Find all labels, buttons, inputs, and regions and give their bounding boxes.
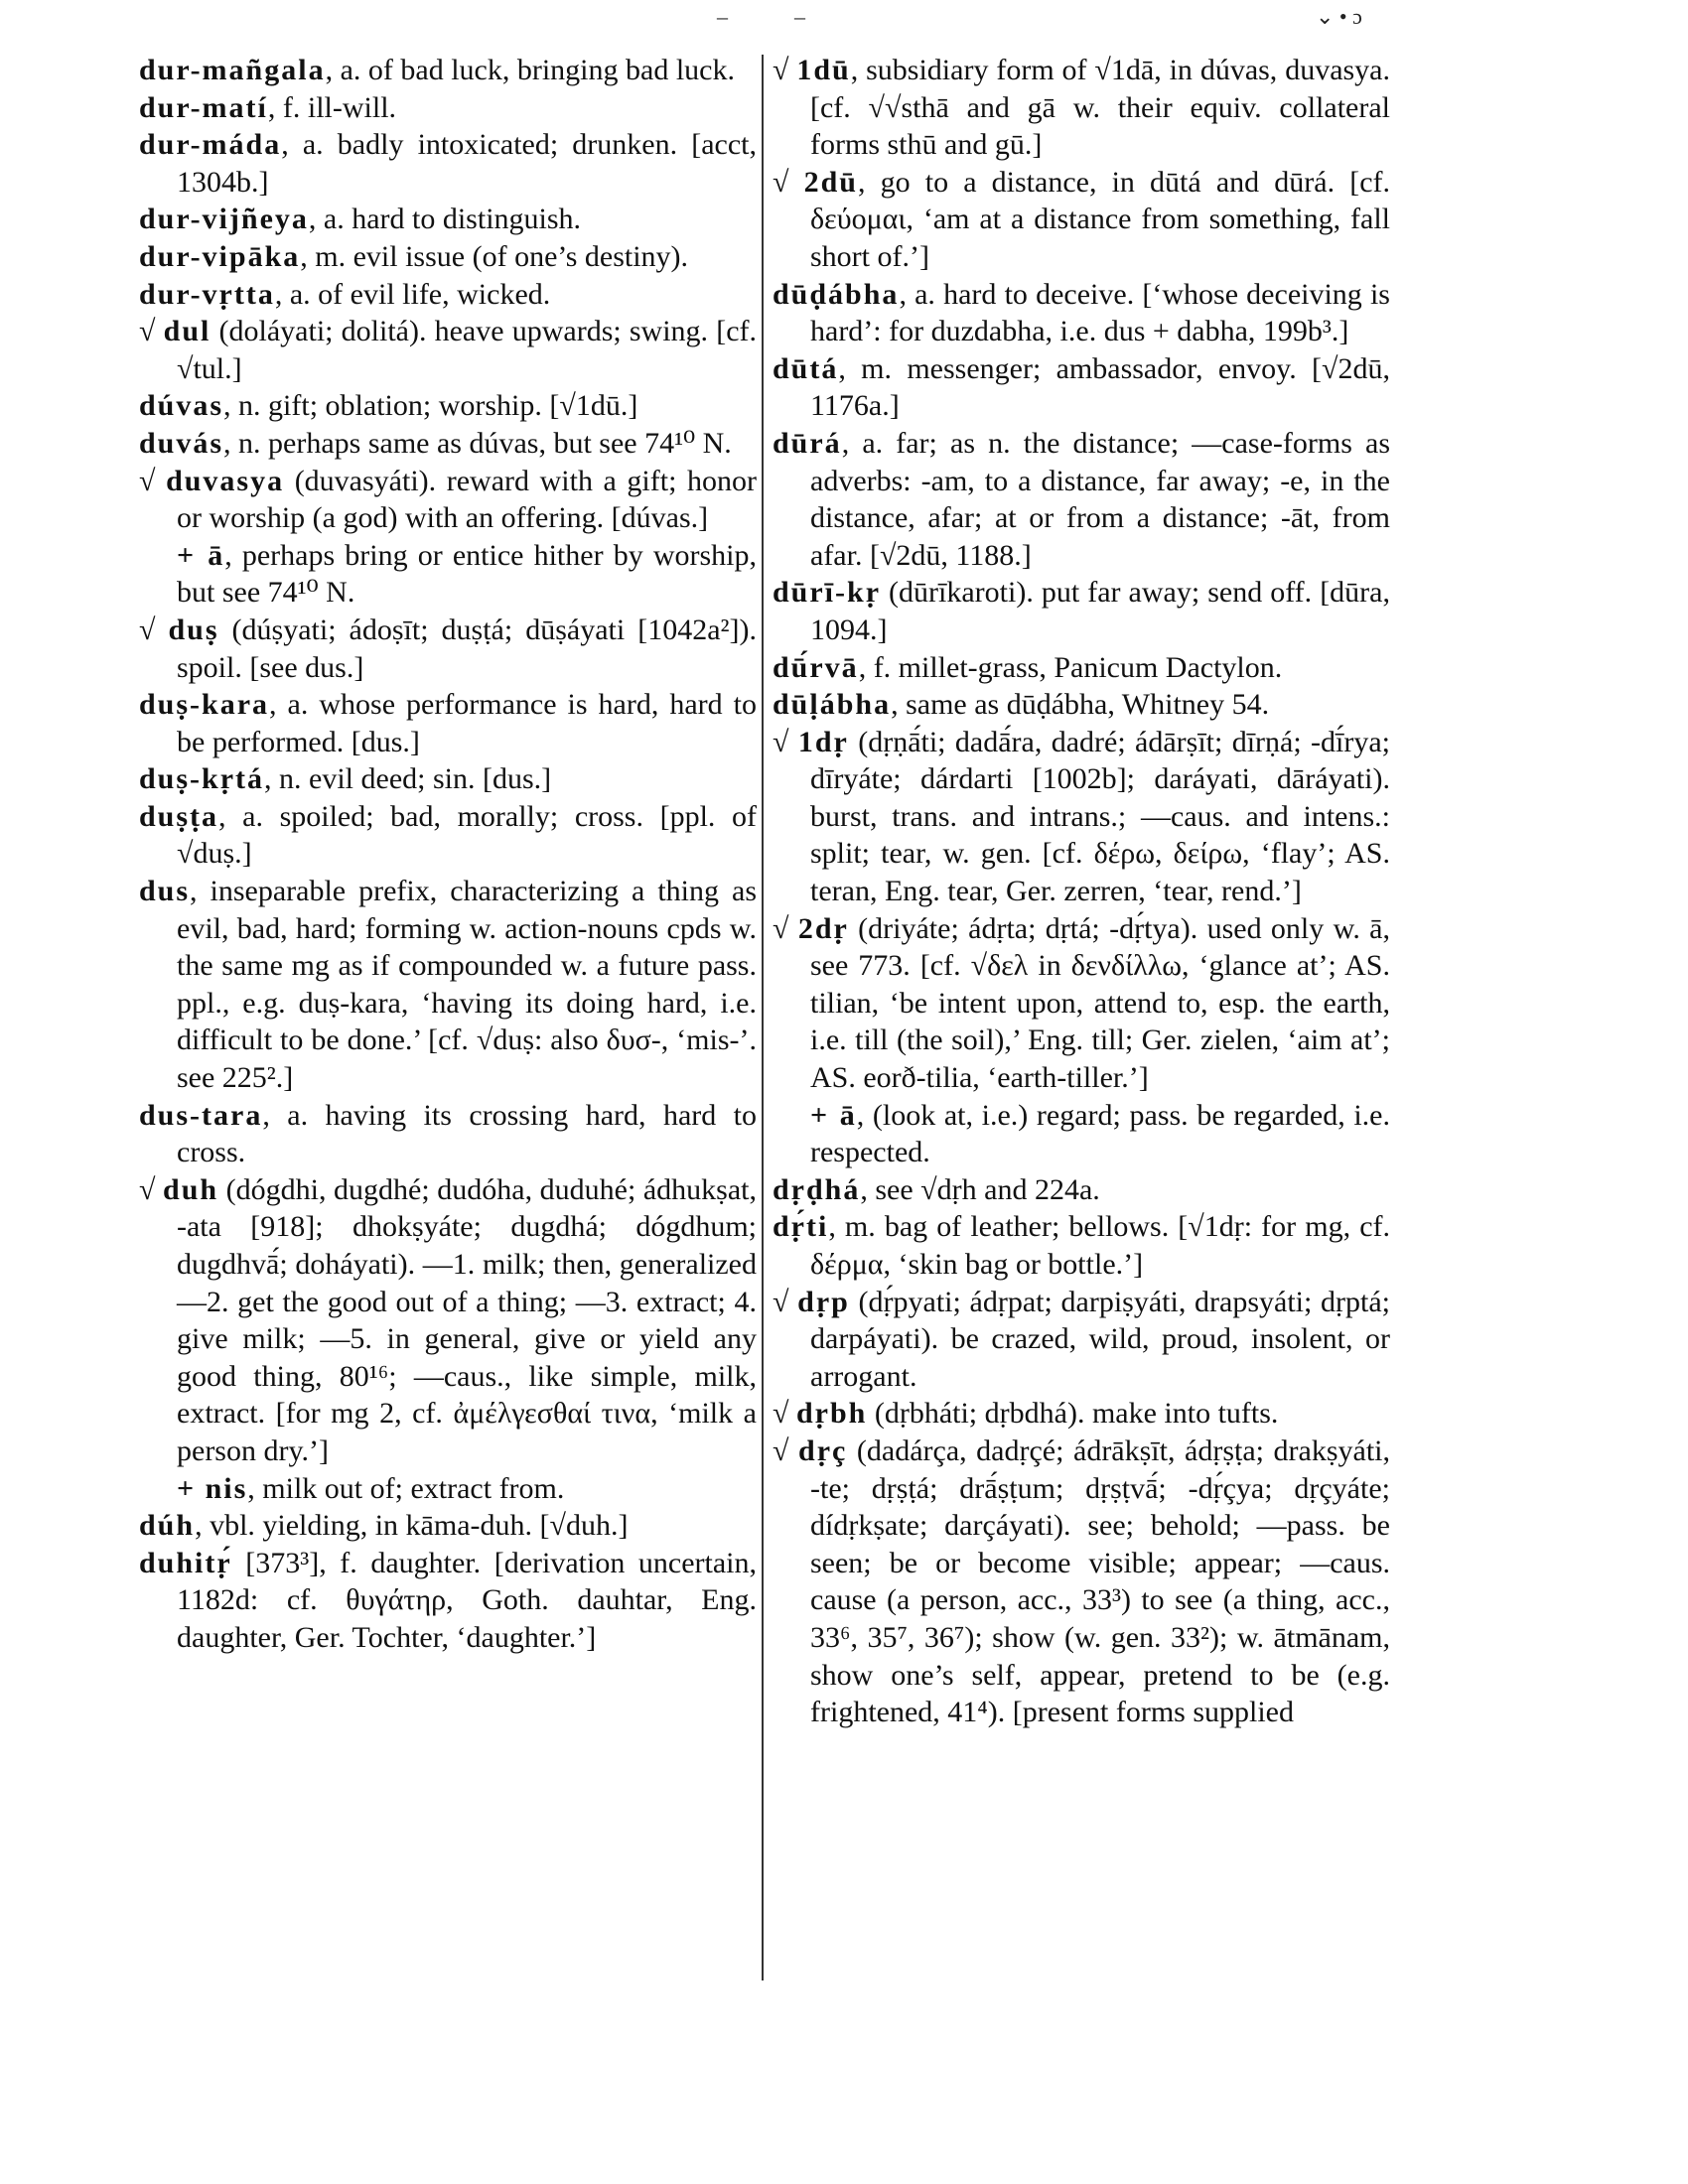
definition: , n. evil deed; sin. [dus.]: [264, 762, 552, 796]
definition: (driyáte; ádṛta; dṛtá; -dṛ́tya). used only w. ā, see 773. [cf. √δελ in δενδίλλω, ‘glance at’; AS. tilian, ‘be intent upon, attend to, esp. the earth, i.e. till (the soil),’ Eng. till; Ger. zielen, ‘aim at’; AS. eorð-tilia, ‘earth-tiller.’]: [810, 911, 1390, 1095]
headword: dūḷábha: [773, 688, 892, 722]
dictionary-entry: [773, 164, 1390, 276]
definition: , a. spoiled; bad, morally; cross. [ppl. of √duṣ.]: [177, 799, 757, 871]
root-sign-icon: √: [773, 1433, 799, 1467]
headword: dūrá: [773, 426, 842, 460]
definition: (doláyati; dolitá). heave upwards; swing. [cf. √tul.]: [177, 315, 758, 385]
definition: (duvasyáti). reward with a gift; honor or worship (a god) with an offering. [dúvas.]: [177, 464, 757, 535]
root-sign-icon: √: [139, 1172, 164, 1206]
top-marks: [0, 0, 1688, 30]
headword: 1dṛ: [797, 725, 849, 758]
headword: + nis: [177, 1471, 248, 1505]
headword: duṣ-kṛtá: [139, 762, 265, 796]
headword: dṛp: [797, 1285, 850, 1318]
headword: dur-vijñeya: [139, 203, 309, 236]
dictionary-entry: [139, 89, 757, 127]
dictionary-entry: [773, 910, 1390, 1097]
definition: , vbl. yielding, in kāma-duh. [√duh.]: [195, 1509, 629, 1543]
headword: dṛḍhá: [773, 1172, 861, 1206]
definition: , a. hard to deceive. [‘whose deceiving is hard’: for duzdabha, i.e. dus + dabha, 199b³.]: [810, 277, 1390, 348]
definition: , m. bag of leather; bellows. [√1dṛ: for mg, cf. δέρμα, ‘skin bag or bottle.’]: [810, 1210, 1390, 1281]
definition: , f. millet-grass, Panicum Dactylon.: [858, 650, 1283, 684]
definition: (dúṣyati; ádoṣīt; duṣṭá; dūṣáyati [1042a²]). spoil. [see dus.]: [177, 613, 757, 684]
definition: , (look at, i.e.) regard; pass. be regarded, i.e. respected.: [810, 1098, 1390, 1169]
dictionary-entry: [773, 724, 1390, 910]
right-column: [773, 52, 1390, 1731]
dictionary-entry: [139, 798, 757, 873]
headword: 1dū: [796, 54, 851, 86]
dictionary-entry: [139, 1171, 757, 1470]
dictionary-entry: [139, 873, 757, 1097]
headword: dūrī-kṛ: [773, 576, 882, 610]
column-divider: [762, 55, 764, 1980]
headword: dū́rvā: [773, 650, 859, 684]
headword: duhitṛ́: [139, 1546, 232, 1579]
definition: , a. whose performance is hard, hard to be performed. [dus.]: [177, 688, 757, 758]
dictionary-entry: [139, 238, 757, 276]
root-sign-icon: √: [773, 1397, 796, 1431]
headword: dṛç: [798, 1433, 848, 1467]
dictionary-entry: [773, 686, 1390, 724]
definition: , m. evil issue (of one’s destiny).: [300, 239, 689, 273]
headword: 2dṛ: [797, 911, 849, 945]
dictionary-entry: [139, 760, 757, 798]
headword: dus: [139, 875, 191, 908]
root-sign-icon: √: [773, 54, 797, 86]
dictionary-entry: [139, 1507, 757, 1545]
dictionary-entry: [139, 52, 757, 89]
definition: , a. having its crossing hard, hard to cross.: [177, 1098, 757, 1169]
dictionary-entry: [139, 612, 757, 686]
definition: , perhaps bring or entice hither by worship, but see 74¹⁰ N.: [177, 538, 757, 610]
dictionary-entry: [139, 686, 757, 760]
top-mark: –: [794, 4, 805, 29]
headword: dṛbh: [795, 1397, 868, 1431]
definition: , milk out of; extract from.: [247, 1471, 565, 1505]
definition: (dadárça, dadṛçé; ádrākṣīt, ádṛṣṭa; drakṣyáti, -te; dṛṣṭá; drā́ṣṭum; dṛṣṭvā́; -dṛ́çya; dṛçyáte; dídṛkṣate; darçáyati). see; behold; —pass. be seen; be or become visible; appear; —caus. cause (a person, acc., 33³) to see (a thing, acc., 33⁶, 35⁷, 36⁷); show (w. gen. 33²); w. ātmānam, show one’s self, appear, pretend to be (e.g. frightened, 41⁴). [present forms supplied: [810, 1433, 1390, 1729]
headword: dur-mañgala: [139, 54, 326, 86]
definition: , n. gift; oblation; worship. [√1dū.]: [223, 389, 638, 423]
definition: , subsidiary form of √1dā, in dúvas, duvasya. [cf. √√sthā and gā w. their equiv. collateral forms sthū and gū.]: [810, 54, 1390, 162]
root-sign-icon: √: [773, 911, 798, 945]
top-mark: –: [717, 4, 728, 29]
headword: duvás: [139, 426, 224, 460]
dictionary-entry: [139, 463, 757, 537]
headword: + ā: [177, 538, 225, 572]
definition: (dógdhi, dugdhé; dudóha, duduhé; ádhukṣat, -ata [918]; dhokṣyáte; dugdhá; dógdhum; dugdhvā́; doháyati). —1. milk; then, generalized —2. get the good out of a thing; —3. extract; 4. give milk; —5. in general, give or yield any good thing, 80¹⁶; —caus., like simple, milk, extract. [for mg 2, cf. ἀμέλγεσθαί τινα, ‘milk a person dry.’]: [177, 1172, 757, 1467]
dictionary-entry: [139, 276, 757, 314]
definition: , n. perhaps same as dúvas, but see 74¹⁰ N.: [223, 426, 732, 460]
headword: duvasya: [166, 464, 285, 497]
dictionary-entry: [773, 1171, 1390, 1209]
dictionary-entry: [139, 126, 757, 201]
headword: dúvas: [139, 389, 224, 423]
headword: dul: [163, 315, 211, 348]
left-column: [139, 52, 757, 1657]
dictionary-entry: [773, 1433, 1390, 1731]
root-sign-icon: √: [139, 315, 164, 348]
headword: dur-máda: [139, 128, 282, 162]
dictionary-entry: [773, 276, 1390, 350]
definition: (dūrīkaroti). put far away; send off. [dūra, 1094.]: [810, 576, 1390, 646]
definition: , inseparable prefix, characterizing a thing as evil, bad, hard; forming w. action-nouns cpds w. the same mg as if compounded w. a future pass. ppl., e.g. duṣ-kara, ‘having its doing hard, i.e. difficult to be done.’ [cf. √duṣ: also δυσ-, ‘mis-’. see 225².]: [177, 875, 757, 1095]
root-sign-icon: √: [139, 464, 167, 497]
definition: , see √dṛh and 224a.: [860, 1172, 1100, 1206]
definition: (dṛbháti; dṛbdhá). make into tufts.: [867, 1397, 1279, 1431]
sub-entry: [773, 1097, 1390, 1171]
root-sign-icon: √: [773, 725, 798, 758]
definition: [373³], f. daughter. [derivation uncertain, 1182d: cf. θυγάτηρ, Goth. dauhtar, Eng. daughter, Ger. Tochter, ‘daughter.’]: [177, 1546, 757, 1654]
definition: , m. messenger; ambassador, envoy. [√2dū, 1176a.]: [810, 351, 1390, 423]
dictionary-entry: [773, 350, 1390, 425]
dictionary-entry: [773, 1284, 1390, 1396]
headword: duṣ: [168, 613, 219, 646]
definition: , go to a distance, in dūtá and dūrá. [cf. δεύομαι, ‘am at a distance from something, fall short of.’]: [810, 165, 1391, 273]
definition: (dṛṇā́ti; dadā́ra, dadré; ádārṣīt; dīrṇá; -dī́rya; dīryáte; dárdarti [1002b]; daráyati, dāráyati). burst, trans. and intrans.; —caus. and intens.: split; tear, w. gen. [cf. δέρω, δείρω, ‘flay’; AS. teran, Eng. tear, Ger. zerren, ‘tear, rend.’]: [810, 725, 1391, 908]
dictionary-entry: [139, 387, 757, 425]
dictionary-entry: [773, 649, 1390, 687]
definition: (dṛ́pyati; ádṛpat; darpiṣyáti, drapsyáti; dṛptá; darpáyati). be crazed, wild, proud, insolent, or arrogant.: [810, 1285, 1391, 1393]
headword: dus-tara: [139, 1098, 263, 1132]
dictionary-entry: [139, 201, 757, 238]
top-mark: ⌄ • ɔ: [1316, 4, 1362, 29]
definition: , same as dūḍábha, Whitney 54.: [891, 688, 1270, 722]
root-sign-icon: √: [773, 1285, 798, 1318]
dictionary-entry: [773, 52, 1390, 164]
headword: dūtá: [773, 351, 839, 385]
headword: + ā: [810, 1098, 857, 1132]
dictionary-entry: [139, 313, 757, 387]
root-sign-icon: √: [139, 613, 169, 646]
root-sign-icon: √: [773, 165, 804, 199]
sub-entry: [139, 537, 757, 612]
dictionary-entry: [773, 425, 1390, 574]
sub-entry: [139, 1470, 757, 1508]
headword: duṣ-kara: [139, 688, 270, 722]
definition: , a. of evil life, wicked.: [274, 277, 551, 311]
headword: dur-matí: [139, 90, 268, 124]
definition: , f. ill-will.: [267, 90, 397, 124]
headword: dūḍábha: [773, 277, 900, 311]
headword: duh: [163, 1172, 219, 1206]
dictionary-entry: [773, 1208, 1390, 1283]
dictionary-entry: [139, 1097, 757, 1171]
definition: , a. far; as n. the distance; —case-forms as adverbs: -am, to a distance, far away; -e, in the distance, afar; at or from a distance; -āt, from afar. [√2dū, 1188.]: [810, 426, 1390, 572]
headword: 2dū: [803, 165, 858, 199]
definition: , a. badly intoxicated; drunken. [acct, 1304b.]: [177, 128, 757, 199]
headword: dur-vṛtta: [139, 277, 275, 311]
headword: duṣṭa: [139, 799, 219, 833]
headword: dṛ́ti: [773, 1210, 829, 1244]
dictionary-entry: [773, 1395, 1390, 1433]
dictionary-entry: [139, 1545, 757, 1657]
dictionary-entry: [773, 574, 1390, 648]
dictionary-entry: [139, 425, 757, 463]
definition: , a. hard to distinguish.: [308, 203, 582, 236]
definition: , a. of bad luck, bringing bad luck.: [325, 54, 735, 86]
headword: dúh: [139, 1509, 196, 1543]
headword: dur-vipāka: [139, 239, 301, 273]
